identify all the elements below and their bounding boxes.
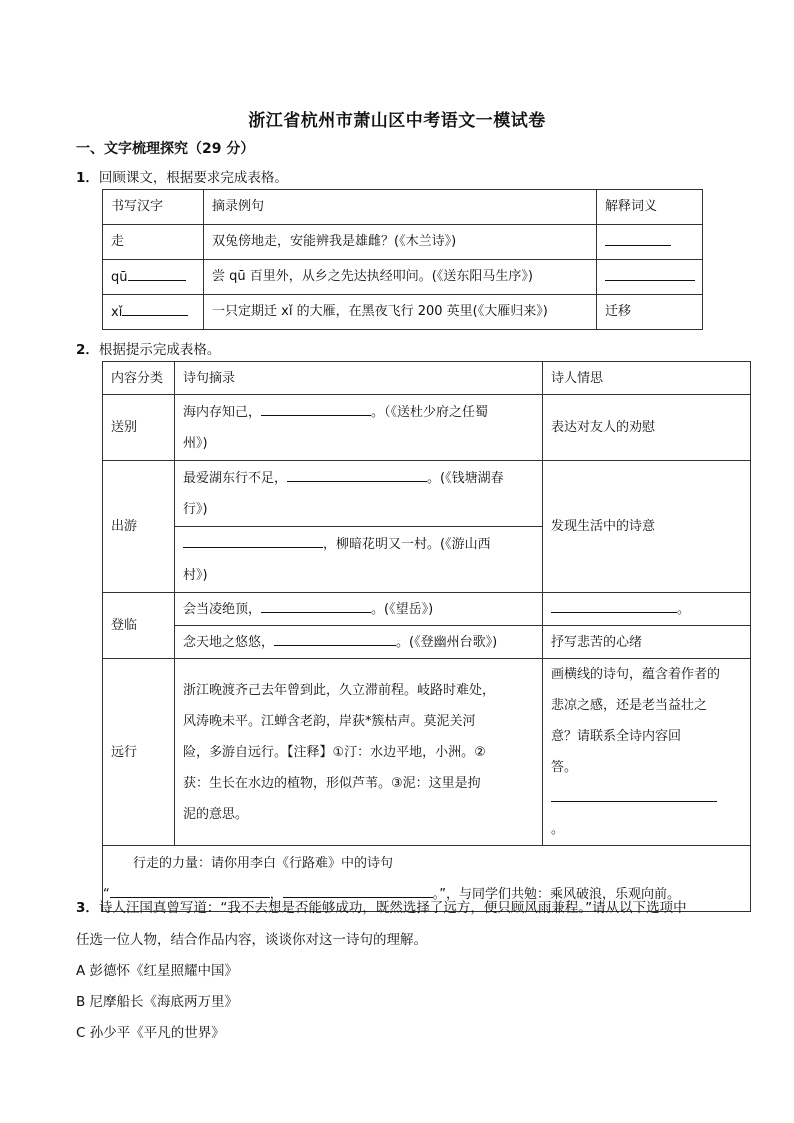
table-header: 解释词义 [597, 190, 703, 225]
sentence-cell: 一只定期迁 xǐ 的大雁，在黑夜飞行 200 英里(《大雁归来》) [204, 295, 597, 330]
punctuation: 。 [677, 601, 691, 617]
table-header-row [103, 190, 703, 225]
option-a: A 彭德怀《红星照耀中国》 [76, 963, 239, 979]
question-number: 1． [76, 170, 99, 186]
feeling-cell: 表达对友人的劝慰 [543, 395, 751, 461]
poem-cell [175, 659, 543, 846]
page-title: 浙江省杭州市萧山区中考语文一模试卷 [248, 111, 546, 131]
table-row [103, 461, 751, 527]
meaning-cell: 迁移 [597, 295, 703, 330]
poem-line: 浙江晚渡齐己去年曾到此，久立滞前程。岐路时难处， [183, 682, 496, 698]
feeling-cell [543, 659, 751, 846]
question-number: 3． [76, 900, 99, 916]
poem-text: 行》) [183, 501, 208, 517]
table-row [103, 659, 751, 846]
poetry-table [102, 361, 751, 912]
section-heading: 一、文字梳理探究（29 分） [76, 141, 255, 157]
table-row [103, 225, 703, 260]
answer-blank[interactable] [605, 266, 695, 281]
vocab-table [102, 189, 703, 330]
question-number: 2． [76, 342, 99, 358]
poem-line: 获：生长在水边的植物，形似芦苇。③泥：这里是拘 [183, 775, 481, 791]
table-header-row [103, 362, 751, 395]
question-3 [76, 896, 776, 916]
category-cell: 出游 [103, 461, 175, 593]
poem-cell [175, 395, 543, 461]
question-text: 诗人汪国真曾写道：“我不去想是否能够成功，既然选择了远方，便只顾风雨兼程。”请从以下选项中 [98, 900, 687, 916]
category-cell: 远行 [103, 659, 175, 846]
poem-text: 。(《登幽州台歌》) [396, 634, 498, 650]
footer-text: 行走的力量：请你用李白《行路难》中的诗句 [133, 855, 394, 871]
pinyin-label: qū [111, 270, 128, 285]
option-c: C 孙少平《平凡的世界》 [76, 1025, 225, 1041]
feeling-cell[interactable] [543, 593, 751, 626]
poem-text: 会当凌绝顶， [183, 601, 262, 617]
meaning-cell[interactable] [597, 225, 703, 260]
punctuation: 。 [551, 822, 565, 837]
poem-line: 风涛晚未平。江蝉含老韵，岸荻*簇枯声。莫泥关河 [183, 713, 476, 729]
table-header: 内容分类 [103, 362, 175, 395]
table-row [103, 295, 703, 330]
punctuation: “ [103, 886, 110, 902]
answer-blank[interactable] [287, 467, 427, 482]
footer-text: 。”，与同学们共勉：乘风破浪，乐观向前。 [432, 886, 681, 902]
table-header: 摘录例句 [204, 190, 597, 225]
answer-blank[interactable] [261, 401, 371, 416]
table-row [103, 260, 703, 295]
poem-cell [175, 527, 543, 593]
sentence-cell: 尝 qū 百里外，从乡之先达执经叩问。(《送东阳马生序》) [204, 260, 597, 295]
prompt-line: 意？请联系全诗内容回 [551, 729, 682, 744]
question-text: 回顾课文，根据要求完成表格。 [98, 170, 288, 186]
table-header: 书写汉字 [103, 190, 204, 225]
answer-blank[interactable] [551, 787, 717, 802]
meaning-cell[interactable] [597, 260, 703, 295]
char-cell: 走 [103, 225, 204, 260]
answer-blank[interactable] [122, 301, 188, 316]
char-cell[interactable] [103, 260, 204, 295]
answer-blank[interactable] [274, 631, 396, 646]
question-1 [76, 166, 288, 186]
category-cell: 登临 [103, 593, 175, 659]
poem-line: 泥的意思。 [183, 806, 249, 822]
answer-blank[interactable] [551, 598, 677, 613]
table-header: 诗句摘录 [175, 362, 543, 395]
answer-blank[interactable] [128, 266, 186, 281]
poem-text: 最爱湖东行不足， [183, 470, 288, 486]
poem-text: 海内存知己， [183, 404, 262, 420]
table-row [103, 626, 751, 659]
char-cell[interactable] [103, 295, 204, 330]
option-b: B 尼摩船长《海底两万里》 [76, 994, 239, 1010]
poem-cell [175, 593, 543, 626]
poem-text: 。(《钱塘湖春 [427, 470, 504, 486]
answer-blank[interactable] [605, 231, 671, 246]
table-header: 诗人情思 [543, 362, 751, 395]
poem-cell [175, 626, 543, 659]
answer-blank[interactable] [261, 598, 371, 613]
pinyin-label: xǐ [111, 305, 123, 320]
poem-text: 村》) [183, 567, 208, 583]
question-text: 根据提示完成表格。 [98, 342, 221, 358]
poem-line: 险，多游自远行。【注释】①汀：水边平地，小洲。② [183, 744, 486, 760]
poem-text: ，柳暗花明又一村。(《游山西 [323, 536, 491, 552]
poem-text: 州》) [183, 435, 208, 451]
prompt-line: 答。 [551, 760, 578, 775]
feeling-cell: 抒写悲苦的心绪 [543, 626, 751, 659]
table-row [103, 395, 751, 461]
question-2 [76, 338, 220, 358]
prompt-line: 画横线的诗句，蕴含着作者的 [551, 667, 721, 682]
table-row [103, 593, 751, 626]
question-3-cont: 任选一位人物，结合作品内容，谈谈你对这一诗句的理解。 [76, 932, 427, 948]
answer-blank[interactable] [183, 533, 323, 548]
prompt-line: 悲凉之感，还是老当益壮之 [551, 698, 708, 713]
poem-text: 。(《望岳》) [371, 601, 434, 617]
punctuation: ， [269, 886, 283, 902]
poem-text: 念天地之悠悠， [183, 634, 275, 650]
feeling-cell: 发现生活中的诗意 [543, 461, 751, 593]
sentence-cell: 双兔傍地走，安能辨我是雄雌？(《木兰诗》) [204, 225, 597, 260]
poem-text: 。（《送杜少府之任蜀 [371, 404, 489, 420]
category-cell: 送别 [103, 395, 175, 461]
poem-cell [175, 461, 543, 527]
